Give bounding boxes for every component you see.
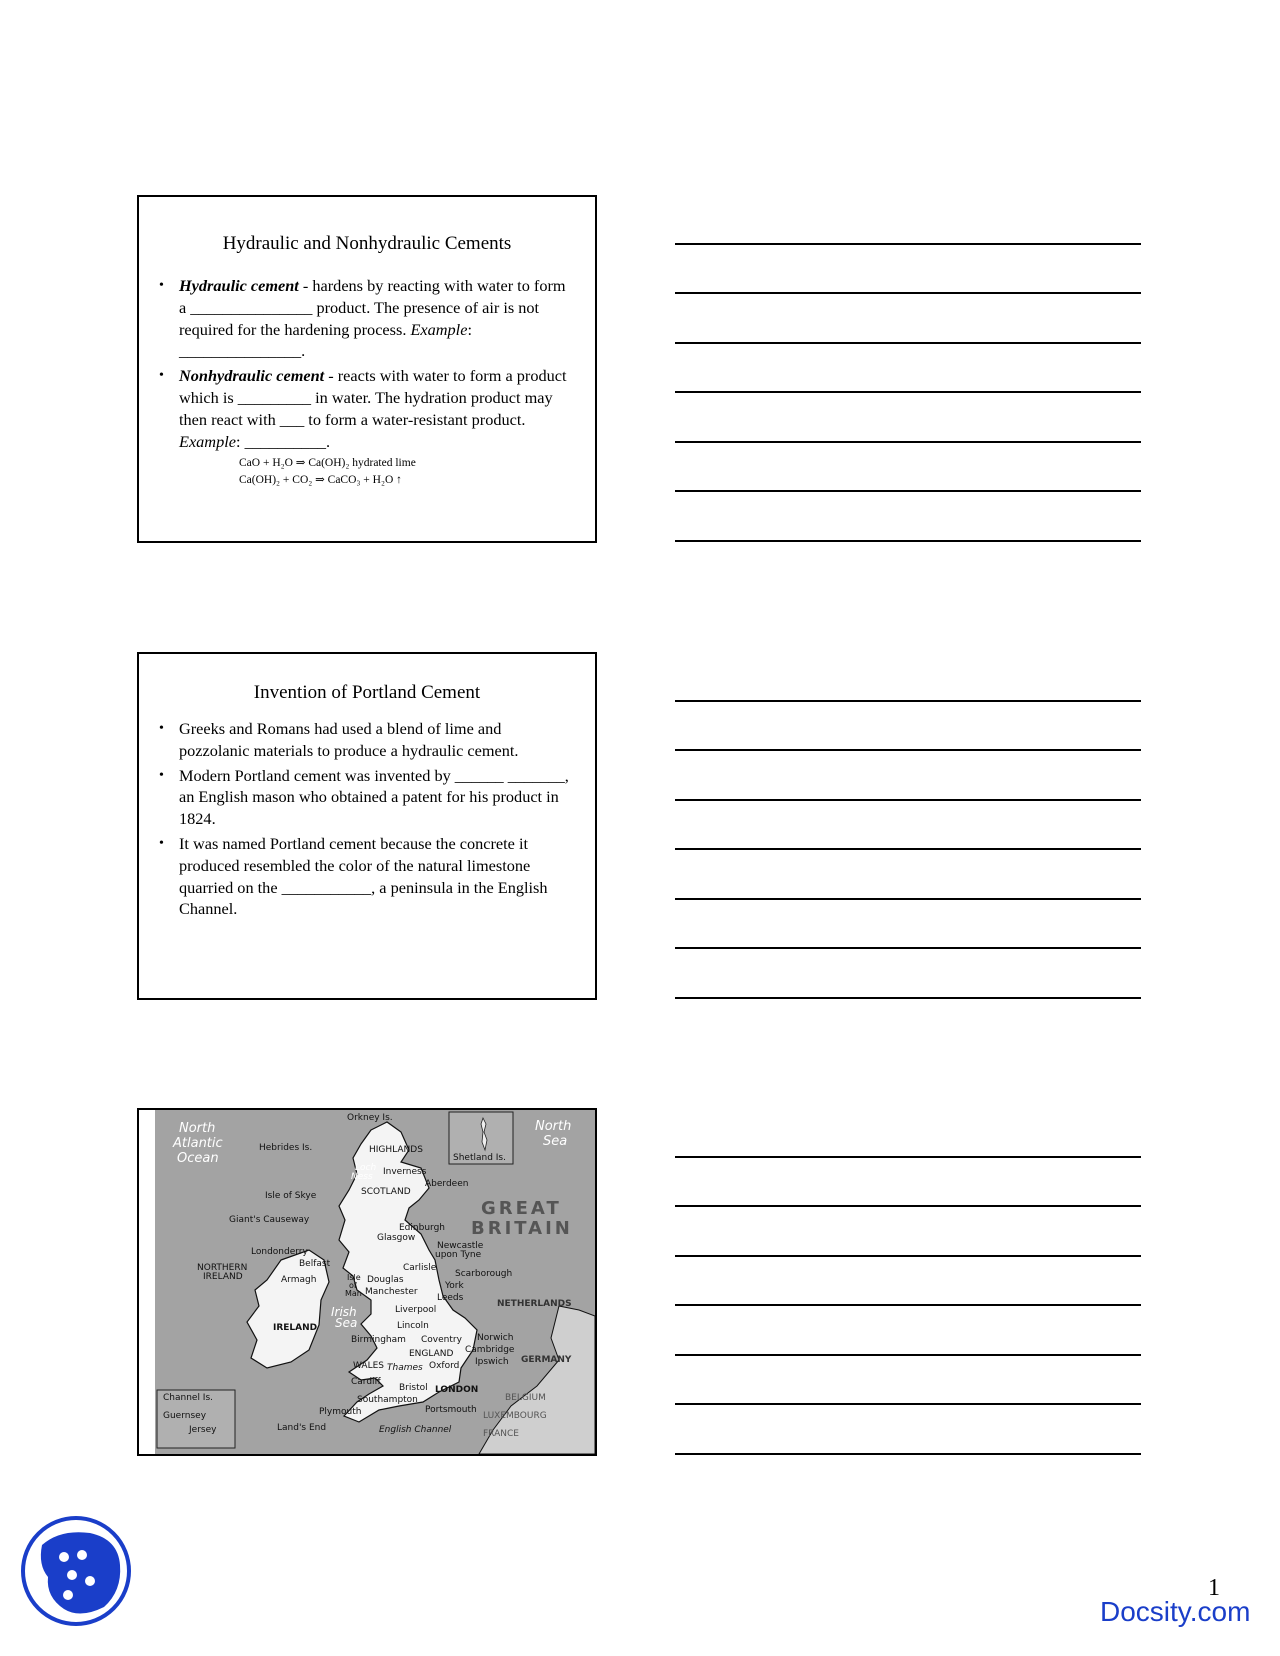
- label-norwich: Norwich: [477, 1333, 514, 1343]
- label-edinburgh: Edinburgh: [399, 1223, 445, 1233]
- bullet-list: [139, 275, 595, 452]
- label-thames: Thames: [387, 1363, 423, 1373]
- label-southampton: Southampton: [357, 1395, 418, 1405]
- example-blank: : _______________.: [179, 319, 472, 361]
- slide-title: Hydraulic and Nonhydraulic Cements: [222, 233, 512, 254]
- great-britain-map: [139, 1110, 595, 1454]
- page-number: 1: [1208, 1575, 1220, 1601]
- label-york: York: [445, 1281, 464, 1291]
- bullet-item: • It was named Portland cement because the concrete it produced resembled the color of the natural limestone quarried on the ___________, a peninsula in the English Channel.: [179, 833, 569, 920]
- example-label: Example: [410, 319, 468, 339]
- bullet-nonhydraulic: [179, 365, 569, 452]
- label-coventry: Coventry: [421, 1335, 462, 1345]
- label-manchester: Manchester: [365, 1287, 418, 1297]
- label-netherlands: NETHERLANDS: [497, 1299, 572, 1309]
- term-hydraulic: Hydraulic cement: [179, 276, 299, 295]
- note-line[interactable]: [675, 393, 1141, 443]
- label-londonderry: Londonderry: [251, 1247, 308, 1257]
- label-lincoln: Lincoln: [397, 1321, 429, 1331]
- label-highlands: HIGHLANDS: [369, 1145, 423, 1155]
- note-line[interactable]: [675, 652, 1141, 702]
- label-armagh: Armagh: [281, 1275, 317, 1285]
- docsity-logo-icon[interactable]: [20, 1515, 132, 1627]
- label-plymouth: Plymouth: [319, 1407, 362, 1417]
- note-line[interactable]: [675, 1108, 1141, 1158]
- label-isle-of-man: Isle of Man: [345, 1273, 362, 1298]
- label-liverpool: Liverpool: [395, 1305, 437, 1315]
- notes-lines-1: [675, 195, 1141, 542]
- label-germany: GERMANY: [521, 1355, 572, 1365]
- label-guernsey: Guernsey: [163, 1411, 207, 1421]
- bullet-item: • Greeks and Romans had used a blend of lime and pozzolanic materials to produce a hydraulic cement.: [179, 718, 569, 762]
- slide-hydraulic-cements: [137, 195, 597, 543]
- label-great-britain: GREAT BRITAIN: [471, 1198, 573, 1239]
- label-carlisle: Carlisle: [403, 1263, 437, 1273]
- label-english-channel: English Channel: [379, 1425, 452, 1435]
- label-inverness: Inverness: [383, 1167, 427, 1177]
- slide-title: Invention of Portland Cement: [253, 682, 481, 703]
- label-france: FRANCE: [483, 1429, 519, 1439]
- label-cardiff: Cardiff: [351, 1377, 381, 1387]
- slide-portland-invention: [137, 652, 597, 1000]
- label-loch-ness: Loch Ness: [351, 1163, 377, 1182]
- label-north-atlantic: North Atlantic Ocean: [173, 1121, 223, 1166]
- note-line[interactable]: [675, 949, 1141, 999]
- notes-lines-3: [675, 1108, 1141, 1455]
- label-wales: WALES: [353, 1361, 384, 1371]
- note-line[interactable]: [675, 195, 1141, 245]
- label-leeds: Leeds: [437, 1293, 464, 1303]
- note-line[interactable]: [675, 1356, 1141, 1406]
- equation-1: CaO + H₂O ⇒ Ca(OH)₂ hydrated lime: [239, 457, 416, 470]
- label-belfast: Belfast: [299, 1259, 331, 1269]
- note-line[interactable]: [675, 900, 1141, 950]
- bullet-list: [139, 718, 595, 920]
- label-giants-causeway: Giant's Causeway: [229, 1215, 310, 1225]
- label-london: LONDON: [435, 1385, 479, 1395]
- note-line[interactable]: [675, 245, 1141, 295]
- label-north-sea: North Sea: [535, 1119, 572, 1149]
- equation-2: Ca(OH)₂ + CO₂ ⇒ CaCO₃ + H₂O ↑: [239, 474, 402, 487]
- note-line[interactable]: [675, 492, 1141, 542]
- label-hebrides: Hebrides Is.: [259, 1143, 313, 1153]
- label-portsmouth: Portsmouth: [425, 1405, 477, 1415]
- bullet-hydraulic: [179, 275, 569, 362]
- label-oxford: Oxford: [429, 1361, 460, 1371]
- note-line[interactable]: [675, 1207, 1141, 1257]
- label-birmingham: Birmingham: [351, 1335, 406, 1345]
- label-newcastle: Newcastle upon Tyne: [435, 1241, 484, 1260]
- label-isle-of-skye: Isle of Skye: [265, 1191, 317, 1201]
- slide-uk-map: [137, 1108, 597, 1456]
- label-cambridge: Cambridge: [465, 1345, 515, 1355]
- note-line[interactable]: [675, 1405, 1141, 1455]
- note-line[interactable]: [675, 1306, 1141, 1356]
- note-line[interactable]: [675, 850, 1141, 900]
- bullet-item: • Modern Portland cement was invented by ______ _______, an English mason who obtained a patent for his product in 1824.: [179, 765, 569, 830]
- note-line[interactable]: [675, 443, 1141, 493]
- bullet-text: - reacts with water to form a product which is _________ in water. The hydration product may then react with ___ to form a water-resistant product.: [179, 366, 567, 429]
- example-label: Example: [179, 431, 236, 451]
- note-line[interactable]: [675, 702, 1141, 752]
- label-ipswich: Ipswich: [475, 1357, 509, 1367]
- note-line[interactable]: [675, 1257, 1141, 1307]
- label-scotland: SCOTLAND: [361, 1187, 411, 1197]
- example-blank: : __________.: [235, 431, 331, 451]
- label-belgium: BELGIUM: [505, 1393, 546, 1403]
- notes-lines-2: [675, 652, 1141, 999]
- label-scarborough: Scarborough: [455, 1269, 513, 1279]
- label-channel-is: Channel Is.: [163, 1393, 214, 1403]
- label-luxembourg: LUXEMBOURG: [483, 1411, 547, 1421]
- label-bristol: Bristol: [399, 1383, 428, 1393]
- docsity-brand-link[interactable]: Docsity.com: [1100, 1596, 1251, 1627]
- label-england: ENGLAND: [409, 1349, 454, 1359]
- label-northern-ireland: NORTHERN IRELAND: [197, 1263, 248, 1282]
- bullet-text: - hardens by reacting with water to form a _______________ product. The presence of air is not required for the hardening process.: [179, 276, 566, 339]
- note-line[interactable]: [675, 801, 1141, 851]
- note-line[interactable]: [675, 751, 1141, 801]
- label-douglas: Douglas: [367, 1275, 404, 1285]
- label-lands-end: Land's End: [277, 1423, 327, 1433]
- label-jersey: Jersey: [189, 1425, 217, 1435]
- label-orkney: Orkney Is.: [347, 1113, 393, 1123]
- note-line[interactable]: [675, 344, 1141, 394]
- label-irish-sea: Irish Sea: [331, 1305, 358, 1330]
- label-shetland: Shetland Is.: [453, 1153, 506, 1163]
- label-ireland: IRELAND: [273, 1323, 318, 1333]
- note-line[interactable]: [675, 294, 1141, 344]
- label-aberdeen: Aberdeen: [425, 1179, 469, 1189]
- note-line[interactable]: [675, 1158, 1141, 1208]
- term-nonhydraulic: Nonhydraulic cement: [179, 366, 325, 386]
- label-glasgow: Glasgow: [377, 1233, 416, 1243]
